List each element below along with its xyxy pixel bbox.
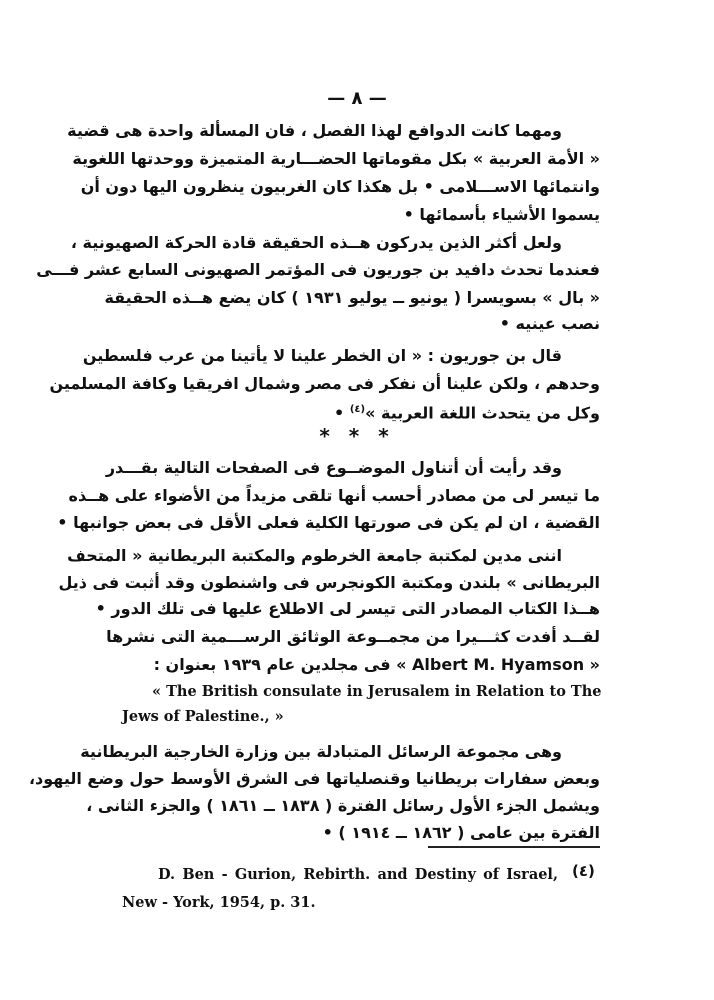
text-line: « بال » بسويسرا ( يونيو ــ يوليو ١٩٣١ ) كان يضع هــذه الحقيقة [104,288,600,307]
text-line: فعندما تحدث دافيد بن جوريون فى المؤتمر الصهيونى السابع عشر فـــى [36,260,600,279]
text-line: وقد رأيت أن أتناول الموضــوع فى الصفحات التالية بقـــدر [105,458,562,477]
page-number: — ٨ — [327,88,387,109]
english-title-line: « The British consulate in Jerusalem in Relation to The [152,683,602,700]
text-line: « الأمة العربية » بكل مقوماتها الحضـــارية المتميزة ووحدتها اللغوية [72,149,600,168]
text-line: ومهما كانت الدوافع لهذا الفصل ، فان المسألة واحدة هى قضية [67,121,562,140]
section-separator: * * * [319,424,395,448]
text-line: وحدهم ، ولكن علينا أن نفكر فى مصر وشمال افريقيا وكافة المسلمين [49,374,600,393]
text-line: قال بن جوريون : « ان الخطر علينا لا يأتينا من عرب فلسطين [82,346,562,365]
text-line: البريطانى » بلندن ومكتبة الكونجرس فى واشنطون وقد أثبت فى ذيل [58,573,600,592]
text-line: ويشمل الجزء الأول رسائل الفترة ( ١٨٣٨ ــ ١٨٦١ ) والجزء الثانى ، [86,796,600,815]
period: • [334,403,350,423]
text-line: لقــد أفدت كثـــيرا من مجمــوعة الوثائق الرســـمية التى نشرها [106,627,600,646]
text-line: الفترة بين عامى ( ١٨٦٢ ــ ١٩١٤ ) • [322,823,600,842]
footnote-line: D. Ben - Gurion, Rebirth. and Destiny of Israel, [158,866,558,883]
text-line: القضية ، ان لم يكن فى صورتها الكلية فعلى الأقل فى بعض جوانبها • [57,513,600,532]
footnote-line: New - York, 1954, p. 31. [122,894,316,911]
text-line: وبعض سفارات بريطانيا وقنصلياتها فى الشرق الأوسط حول وضع اليهود، [28,769,600,788]
text-line: وانتمائها الاســـلامى • بل هكذا كان الغربيون ينظرون اليها دون أن [80,177,600,196]
footnote-ref: (٤) [349,404,366,415]
text-line: ولعل أكثر الذين يدركون هــذه الحقيقة قادة الحركة الصهيونية ، [70,233,562,252]
text-line: اننى مدين لمكتبة جامعة الخرطوم والمكتبة البريطانية « المتحف [67,546,562,565]
text-line: وهى مجموعة الرسائل المتبادلة بين وزارة الخارجية البريطانية [80,742,562,761]
text-line: « Albert M. Hyamson » فى مجلدين عام ١٩٣٩ بعنوان : [153,655,600,674]
text-line: ما تيسر لى من مصادر أحسب أنها تلقى مزيداً من الأضواء على هــذه [68,486,600,505]
quote-end-line [122,398,600,425]
footnote-divider [428,846,600,848]
text-line: هــذا الكتاب المصادر التى تيسر لى الاطلاع عليها فى تلك الدور • [95,599,600,618]
english-title-line: Jews of Palestine., » [122,708,284,725]
text-line: نصب عينيه • [499,314,600,333]
text-line: وكل من يتحدث اللغة العربية » [365,403,600,423]
text-line: يسموا الأشياء بأسمائها • [403,205,600,224]
footnote-number: (٤) [572,862,595,880]
